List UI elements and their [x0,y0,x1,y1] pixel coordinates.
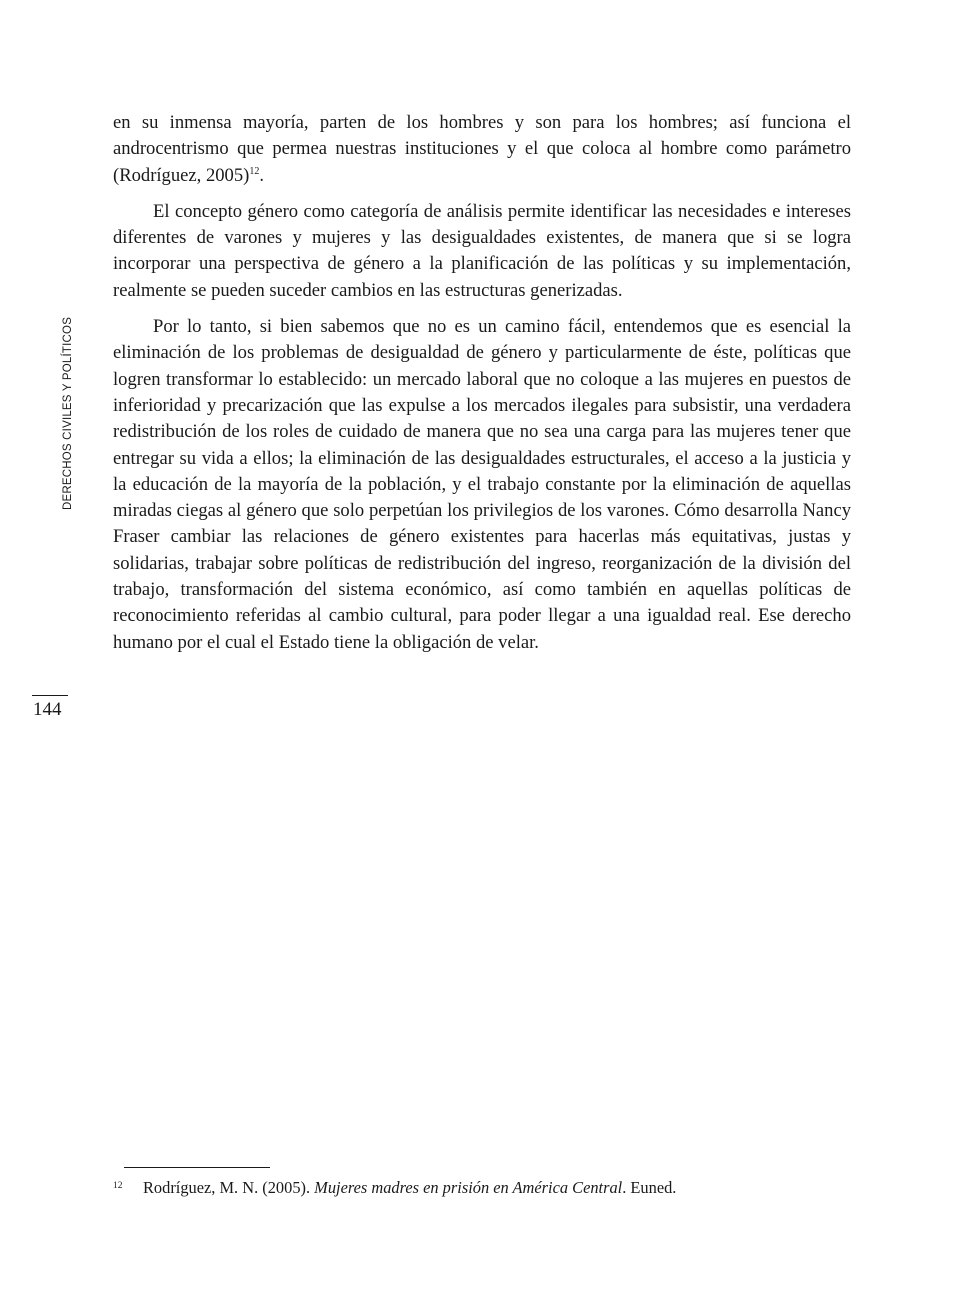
footnote-rule [124,1167,270,1168]
page-number-rule [32,695,68,696]
paragraph-2: El concepto género como categoría de análisis permite identificar las necesidades e intereses diferentes de varones y mujeres y las desigualdades existentes, de manera que si se logra incorporar una perspectiva de género a la planificación de las políticas y su implementación, realmente se pueden suceder cambios en las estructuras generizadas. [113,200,851,301]
footnote-ref[interactable]: 12 [249,165,260,177]
paragraph-1 [113,110,851,189]
page-number: 144 [33,699,62,720]
footnote-author: Rodríguez, M. N. (2005). [143,1178,315,1197]
footnote [113,1175,676,1199]
footnote-title: Mujeres madres en prisión en América Central [314,1178,623,1197]
footnote-number: 12 [113,1181,123,1191]
paragraph-1-text: en su inmensa mayoría, parten de los hombres y son para los hombres; así funciona el androcentrismo que permea nuestras instituciones y el que coloca al hombre como parámetro (Rodríguez, 2005) [113,112,851,186]
body-text [113,110,851,666]
footnote-publisher: . Euned. [622,1178,677,1197]
running-head: DERECHOS CIVILES Y POLÍTICOS [62,316,74,510]
paragraph-3: Por lo tanto, si bien sabemos que no es un camino fácil, entendemos que es esencial la eliminación de los problemas de desigualdad de género y particularmente de éste, políticas que logren transformar lo establecido: un mercado laboral que no coloque a las mujeres en puestos de inferioridad y precarización que las expulse a los mercados ilegales para subsistir, una verdadera redistribución de los roles de cuidado de manera que no sea una carga para las mujeres tener que entregar su vida a ellos; la eliminación de las desigualdades estructurales, el acceso a la justicia y la educación de la mayoría de la población, y el trabajo constante por la eliminación de aquellas miradas ciegas al género que solo perpetúan los privilegios de los varones. Cómo desarrolla Nancy Fraser cambiar las relaciones de género existentes para hacerlas más equitativas, justas y solidarias, trabajar sobre políticas de redistribución del ingreso, reorganización de la división del trabajo, transformación del sistema económico, así como también en aquellas políticas de reconocimiento referidas al cambio cultural, para poder llegar a una igualdad real. Ese derecho humano por el cual el Estado tiene la obligación de velar. [113,316,851,653]
paragraph-1-end: . [259,164,264,186]
